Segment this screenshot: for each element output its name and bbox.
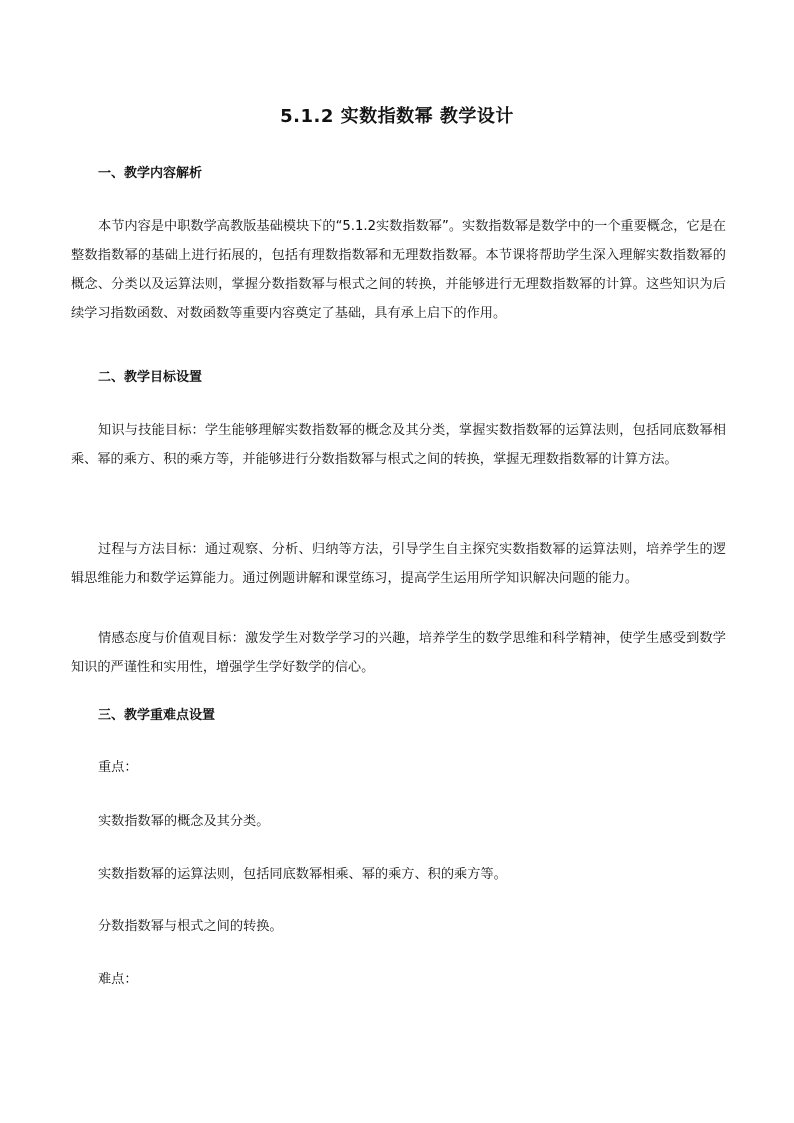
document-title: 5.1.2 实数指数幂 教学设计 (280, 106, 514, 127)
key-points-label: 重点： (98, 760, 138, 775)
paragraph-attitude-value-goal: 情感态度与价值观目标：激发学生对数学学习的兴趣，培养学生的数学思维和科学精神，使学生感受到数学知识的严谨性和实用性，增强学生学好数学的信心。 (71, 631, 726, 675)
key-point-item: 分数指数幂与根式之间的转换。 (98, 919, 283, 934)
paragraph-knowledge-skill-goal: 知识与技能目标：学生能够理解实数指数幂的概念及其分类，掌握实数指数幂的运算法则，包括同底数幂相乘、幂的乘方、积的乘方等，并能够进行分数指数幂与根式之间的转换，掌握无理数指数幂的计算方法。 (71, 423, 726, 467)
paragraph-process-method-goal: 过程与方法目标：通过观察、分析、归纳等方法，引导学生自主探究实数指数幂的运算法则，培养学生的逻辑思维能力和数学运算能力。通过例题讲解和课堂练习，提高学生运用所学知识解决问题的能力。 (71, 542, 726, 586)
section-heading-key-difficult-points: 三、教学重难点设置 (98, 708, 216, 723)
difficult-points-label: 难点： (98, 972, 138, 987)
key-point-item: 实数指数幂的运算法则，包括同底数幂相乘、幂的乘方、积的乘方等。 (98, 867, 507, 882)
paragraph-content-analysis: 本节内容是中职数学高教版基础模块下的“5.1.2实数指数幂”。实数指数幂是数学中的一个重要概念，它是在整数指数幂的基础上进行拓展的，包括有理数指数幂和无理数指数幂。本节课将帮助学生深入理解实数指数幂的概念、分类以及运算法则，掌握分数指数幂与根式之间的转换，并能够进行无理数指数幂的计算。这些知识为后续学习指数函数、对数函数等重要内容奠定了基础，具有承上启下的作用。 (71, 219, 726, 321)
section-heading-content-analysis: 一、教学内容解析 (98, 166, 203, 181)
key-point-item: 实数指数幂的概念及其分类。 (98, 814, 270, 829)
section-heading-teaching-goals: 二、教学目标设置 (98, 370, 203, 385)
